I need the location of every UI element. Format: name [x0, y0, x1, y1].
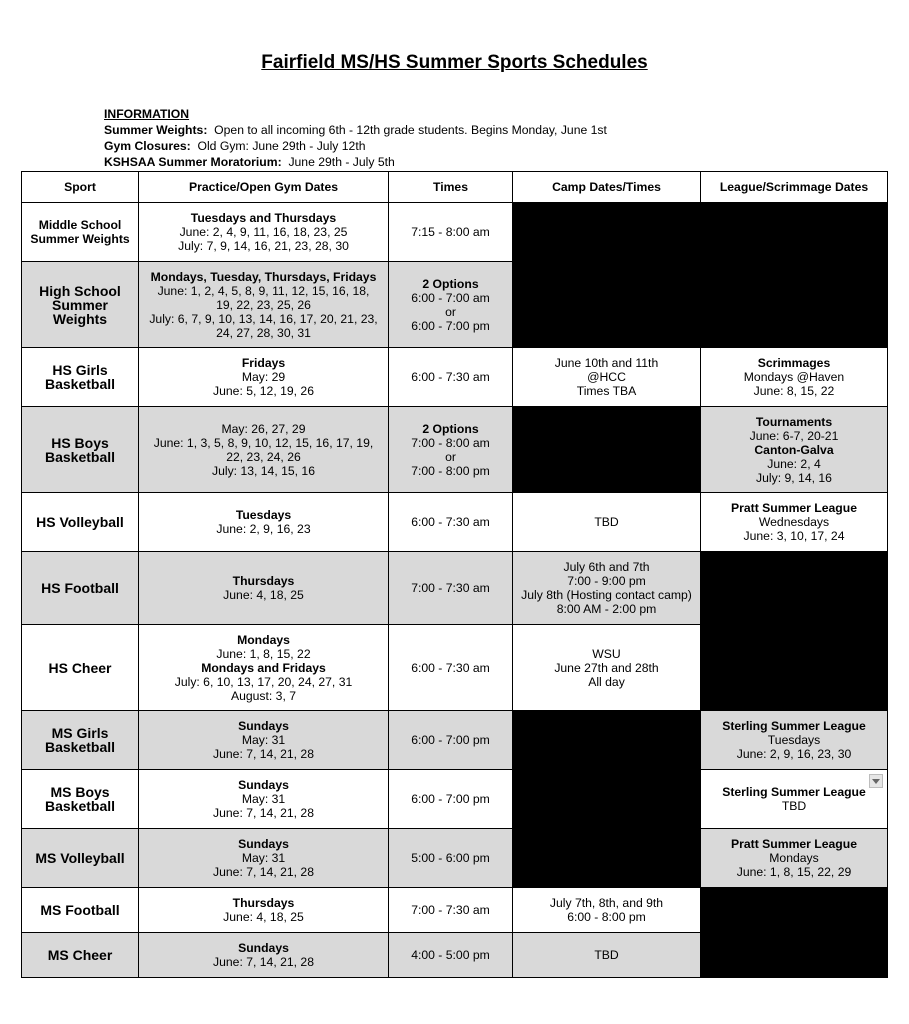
league-line: Tournaments — [755, 414, 833, 429]
times-cell — [389, 493, 513, 552]
practice-cell — [139, 262, 389, 348]
practice-cell — [139, 933, 389, 978]
practice-line: Thursdays — [232, 896, 295, 910]
camp-line: June 27th and 28th — [554, 660, 659, 675]
times-cell — [389, 348, 513, 407]
practice-line: 19, 22, 23, 25, 26 — [216, 297, 311, 312]
camp-line: July 8th (Hosting contact camp) — [521, 588, 692, 602]
table-row — [22, 552, 888, 625]
practice-line: Mondays, Tuesday, Thursdays, Fridays — [150, 269, 377, 284]
practice-line: May: 31 — [241, 733, 286, 747]
league-line: Mondays @Haven — [743, 370, 845, 384]
times-line: 5:00 - 6:00 pm — [411, 851, 490, 865]
practice-line: July: 13, 14, 15, 16 — [212, 463, 315, 478]
practice-cell — [139, 407, 389, 493]
practice-line: May: 31 — [241, 792, 286, 806]
practice-line: 22, 23, 24, 26 — [226, 449, 301, 464]
times-line: 2 Options — [422, 421, 479, 436]
table-row — [22, 770, 888, 829]
times-line: 7:00 - 7:30 am — [411, 903, 490, 917]
times-cell — [389, 407, 513, 493]
practice-line: Tuesdays — [235, 508, 292, 522]
practice-line: June: 7, 14, 21, 28 — [213, 747, 314, 761]
camp-line: 8:00 AM - 2:00 pm — [556, 602, 657, 616]
league-line: June: 8, 15, 22 — [753, 384, 835, 398]
times-line: 7:00 - 7:30 am — [411, 581, 490, 595]
times-line: or — [445, 304, 456, 319]
header-sport: Sport — [22, 172, 139, 203]
practice-cell — [139, 493, 389, 552]
times-line: 6:00 - 7:00 pm — [411, 318, 490, 333]
sport-cell: HS Cheer — [22, 625, 139, 711]
header-row — [22, 172, 888, 203]
practice-line: June: 5, 12, 19, 26 — [213, 384, 314, 398]
sport-cell: HS Volleyball — [22, 493, 139, 552]
times-cell — [389, 888, 513, 933]
times-cell — [389, 203, 513, 262]
league-cell — [701, 770, 888, 829]
league-line: July: 9, 14, 16 — [756, 470, 832, 485]
league-line: June: 2, 9, 16, 23, 30 — [736, 747, 852, 761]
practice-line: Sundays — [238, 778, 289, 792]
practice-line: Fridays — [241, 356, 286, 370]
practice-line: Mondays and Fridays — [201, 660, 326, 675]
practice-line: June: 1, 8, 15, 22 — [216, 646, 311, 661]
header-camp: Camp Dates/Times — [513, 172, 701, 203]
camp-cell — [513, 933, 701, 978]
practice-line: July: 6, 10, 13, 17, 20, 24, 27, 31 — [174, 674, 353, 689]
sport-cell: HS Boys Basketball — [22, 407, 139, 493]
camp-cell-blank — [513, 711, 701, 888]
camp-line: Times TBA — [576, 384, 637, 398]
practice-line: May: 31 — [241, 851, 286, 865]
practice-line: June: 7, 14, 21, 28 — [213, 806, 314, 820]
table-row — [22, 829, 888, 888]
league-line: June: 2, 4 — [767, 456, 821, 471]
header-times: Times — [389, 172, 513, 203]
practice-line: Sundays — [238, 941, 289, 955]
times-cell — [389, 262, 513, 348]
practice-line: 24, 27, 28, 30, 31 — [216, 325, 311, 340]
camp-line: July 7th, 8th, and 9th — [549, 896, 664, 910]
sport-cell: Middle School Summer Weights — [22, 203, 139, 262]
practice-cell — [139, 770, 389, 829]
league-cell-blank — [701, 888, 888, 978]
camp-line: All day — [588, 674, 625, 689]
times-line: 6:00 - 7:00 pm — [411, 792, 490, 806]
sport-cell: HS Football — [22, 552, 139, 625]
practice-line: June: 4, 18, 25 — [223, 588, 304, 602]
league-line: Canton-Galva — [754, 442, 834, 457]
league-line: Wednesdays — [758, 515, 830, 529]
league-line: June: 1, 8, 15, 22, 29 — [736, 865, 852, 879]
league-line: Mondays — [769, 851, 819, 865]
practice-line: May: 26, 27, 29 — [221, 421, 306, 436]
camp-line: TBD — [594, 948, 619, 962]
practice-line: July: 7, 9, 14, 16, 21, 23, 28, 30 — [178, 239, 349, 253]
league-cell — [701, 711, 888, 770]
practice-line: Tuesdays and Thursdays — [190, 211, 337, 225]
league-cell — [701, 493, 888, 552]
times-line: 6:00 - 7:30 am — [411, 515, 490, 529]
sport-cell: MS Volleyball — [22, 829, 139, 888]
league-line: TBD — [781, 799, 807, 813]
camp-line: WSU — [592, 646, 621, 661]
times-line: 6:00 - 7:00 pm — [411, 733, 490, 747]
practice-cell — [139, 711, 389, 770]
league-cell — [701, 407, 888, 493]
camp-cell — [513, 552, 701, 625]
times-line: 6:00 - 7:30 am — [411, 660, 490, 675]
times-line: 2 Options — [422, 276, 479, 291]
camp-line: 6:00 - 8:00 pm — [567, 910, 646, 924]
practice-cell — [139, 888, 389, 933]
practice-line: June: 7, 14, 21, 28 — [213, 865, 314, 879]
information-heading: INFORMATION — [104, 107, 190, 121]
table-row — [22, 493, 888, 552]
practice-line: June: 2, 4, 9, 11, 16, 18, 23, 25 — [179, 225, 348, 239]
camp-cell-blank — [513, 407, 701, 493]
camp-line: July 6th and 7th — [563, 560, 650, 574]
camp-cell — [513, 348, 701, 407]
league-line: Pratt Summer League — [731, 501, 857, 515]
practice-cell — [139, 348, 389, 407]
times-cell — [389, 770, 513, 829]
times-cell — [389, 933, 513, 978]
times-cell — [389, 552, 513, 625]
camp-cell — [513, 888, 701, 933]
schedule-table — [21, 171, 888, 978]
info-line-moratorium: KSHSAA Summer Moratorium: June 29th - July 5th — [104, 155, 395, 169]
practice-cell — [139, 625, 389, 711]
league-line: June: 6-7, 20-21 — [749, 428, 839, 443]
league-line: Scrimmages — [757, 356, 831, 370]
league-line: June: 3, 10, 17, 24 — [743, 529, 845, 543]
table-row — [22, 711, 888, 770]
times-line: 7:15 - 8:00 am — [411, 225, 490, 239]
practice-line: June: 4, 18, 25 — [223, 910, 304, 924]
sport-cell: MS Football — [22, 888, 139, 933]
practice-line: June: 1, 3, 5, 8, 9, 10, 12, 15, 16, 17, 19, — [153, 435, 374, 450]
practice-line: Sundays — [238, 837, 289, 851]
practice-cell — [139, 203, 389, 262]
times-cell — [389, 711, 513, 770]
times-line: 7:00 - 8:00 pm — [411, 463, 490, 478]
camp-line: June 10th and 11th — [554, 356, 659, 370]
camp-line: 7:00 - 9:00 pm — [567, 574, 646, 588]
times-cell — [389, 829, 513, 888]
info-line-gym-closures: Gym Closures: Old Gym: June 29th - July 12th — [104, 139, 366, 153]
sport-cell: MS Cheer — [22, 933, 139, 978]
times-cell — [389, 625, 513, 711]
league-line: Sterling Summer League — [722, 785, 866, 799]
table-row — [22, 888, 888, 933]
league-cell-blank — [701, 552, 888, 711]
practice-line: June: 7, 14, 21, 28 — [213, 955, 314, 969]
practice-line: May: 29 — [241, 370, 286, 384]
practice-cell — [139, 552, 389, 625]
header-practice: Practice/Open Gym Dates — [139, 172, 389, 203]
practice-line: Sundays — [238, 719, 289, 733]
dropdown-arrow-icon[interactable] — [869, 774, 883, 788]
league-cell — [701, 348, 888, 407]
information-block — [104, 106, 607, 170]
league-cell — [701, 829, 888, 888]
practice-cell — [139, 829, 389, 888]
table-row — [22, 203, 888, 262]
table-row — [22, 407, 888, 493]
times-line: or — [445, 449, 456, 464]
practice-line: June: 1, 2, 4, 5, 8, 9, 11, 12, 15, 16, 18, — [157, 283, 370, 298]
league-line: Pratt Summer League — [731, 837, 857, 851]
times-line: 4:00 - 5:00 pm — [411, 948, 490, 962]
times-line: 6:00 - 7:30 am — [411, 370, 490, 384]
camp-line: TBD — [594, 515, 619, 529]
info-line-summer-weights: Summer Weights: Open to all incoming 6th - 12th grade students. Begins Monday, June 1st — [104, 123, 607, 137]
practice-line: July: 6, 7, 9, 10, 13, 14, 16, 17, 20, 21, 23, — [149, 311, 378, 326]
camp-cell-blank — [513, 203, 701, 348]
practice-line: Mondays — [237, 632, 290, 647]
sport-cell: High School Summer Weights — [22, 262, 139, 348]
practice-line: June: 2, 9, 16, 23 — [216, 522, 311, 536]
times-line: 7:00 - 8:00 am — [411, 435, 490, 450]
league-cell-blank — [701, 203, 888, 348]
sport-cell: HS Girls Basketball — [22, 348, 139, 407]
page-title: Fairfield MS/HS Summer Sports Schedules — [261, 52, 648, 73]
table-row — [22, 348, 888, 407]
practice-line: August: 3, 7 — [230, 688, 297, 703]
camp-cell — [513, 493, 701, 552]
practice-line: Thursdays — [232, 574, 295, 588]
sport-cell: MS Girls Basketball — [22, 711, 139, 770]
times-line: 6:00 - 7:00 am — [411, 290, 490, 305]
league-line: Sterling Summer League — [722, 719, 866, 733]
camp-line: @HCC — [587, 370, 626, 384]
sport-cell: MS Boys Basketball — [22, 770, 139, 829]
league-line: Tuesdays — [767, 733, 821, 747]
camp-cell — [513, 625, 701, 711]
header-league: League/Scrimmage Dates — [701, 172, 888, 203]
